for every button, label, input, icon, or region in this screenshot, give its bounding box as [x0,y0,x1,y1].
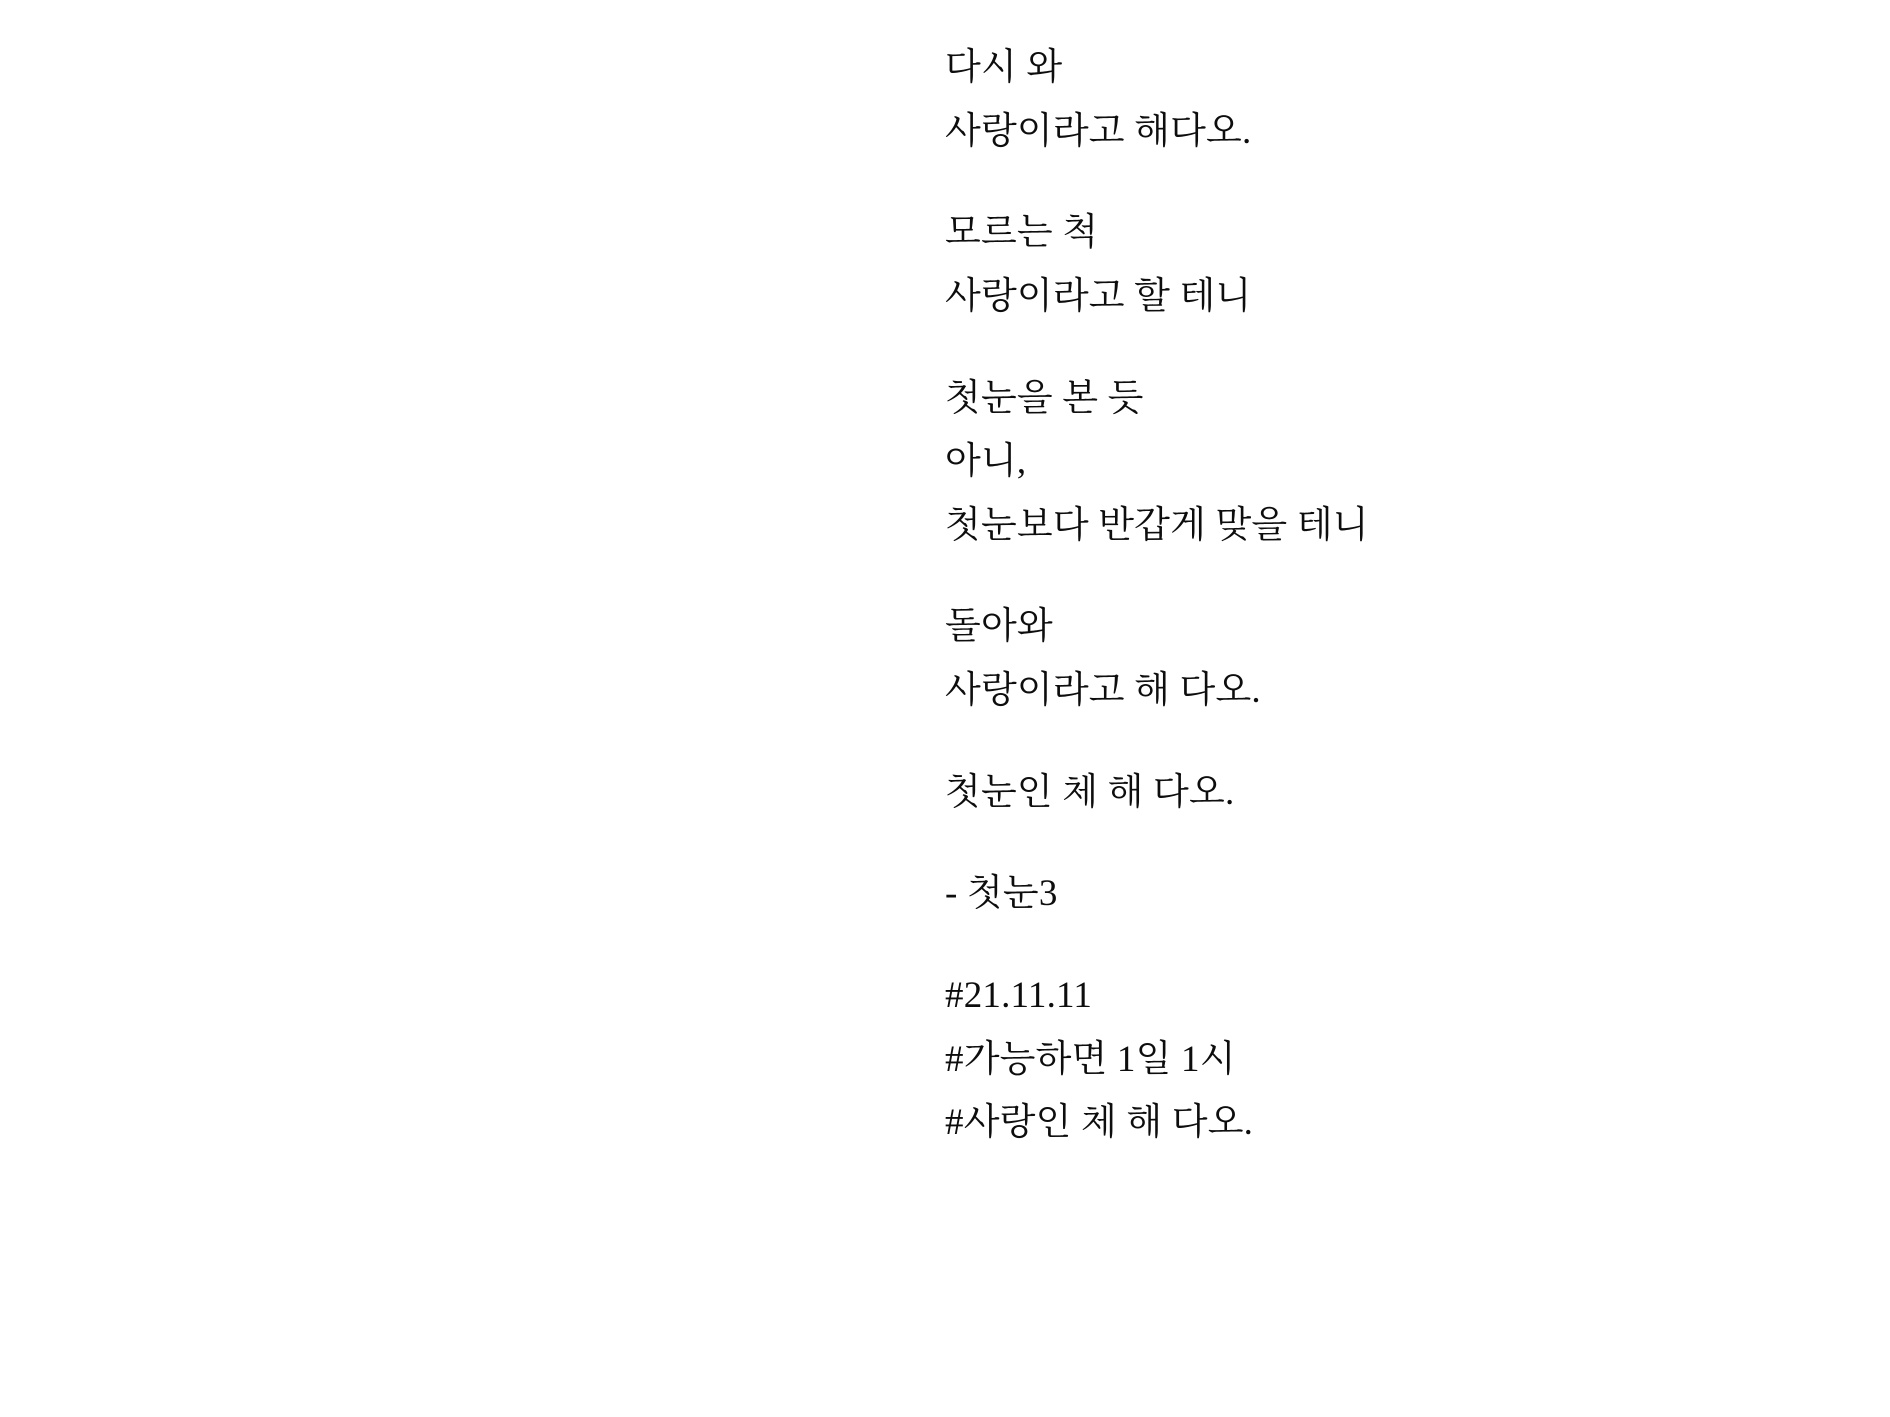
stanza-4 [945,595,1765,722]
poem-signature [945,862,1765,926]
hashtag-line: #사랑인 체 해 다오. [945,1102,1254,1144]
poem-line: 사랑이라고 할 테니 [945,275,1252,317]
stanza-2 [945,201,1765,328]
poem-title-credit: - 첫눈3 [945,873,1058,915]
hashtag-line: #가능하면 1일 1시 [945,1038,1236,1080]
stanza-5 [945,761,1765,825]
poem-line: 사랑이라고 해다오. [945,110,1252,152]
poem-line: 아니, [945,441,1027,483]
poem-line: 첫눈을 본 듯 [945,377,1144,419]
hashtag-block [945,964,1765,1155]
poem-line: 사랑이라고 해 다오. [945,670,1261,711]
poem-line: 다시 와 [945,47,1063,88]
stanza-1 [945,36,1765,163]
poem-body [945,36,1765,1155]
poem-line: 첫눈보다 반갑게 맞을 테니 [945,504,1369,546]
hashtag-line: #21.11.11 [945,974,1093,1016]
poem-line: 첫눈인 체 해 다오. [945,771,1235,813]
poem-line: 모르는 척 [945,212,1099,254]
stanza-3 [945,367,1765,558]
poem-line: 돌아와 [945,606,1053,648]
